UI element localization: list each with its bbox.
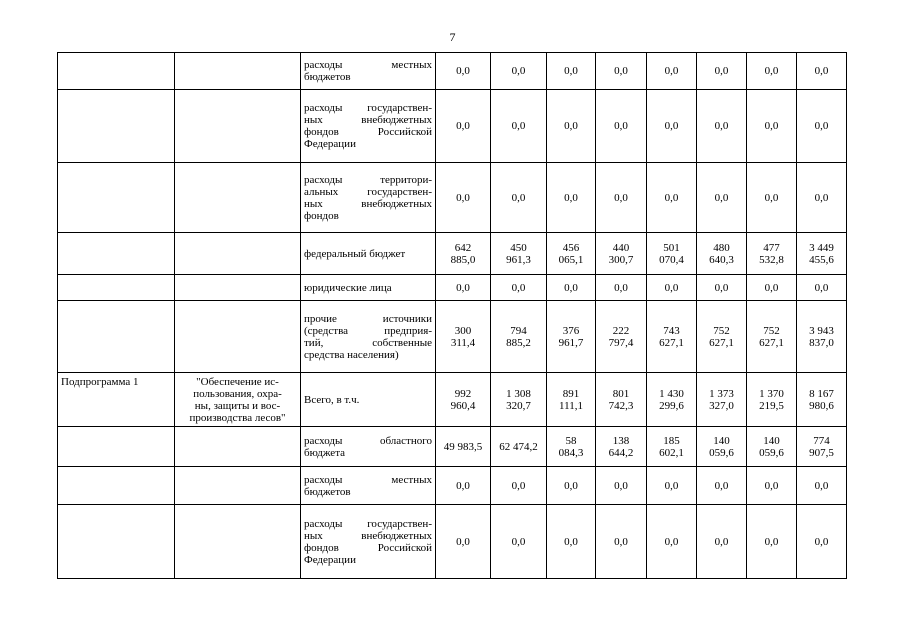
value-cell: 0,0 (747, 53, 797, 90)
program-cell (58, 467, 175, 505)
value-cell: 0,0 (596, 505, 647, 579)
value-cell: 0,0 (436, 505, 491, 579)
value-cell: 0,0 (491, 467, 547, 505)
value-cell: 1 308 320,7 (491, 373, 547, 427)
value-cell: 0,0 (596, 163, 647, 233)
value-cell: 0,0 (491, 163, 547, 233)
funding-source-cell: юридические лица (301, 275, 436, 301)
table-row (58, 163, 847, 233)
value-cell: 140 059,6 (747, 427, 797, 467)
value-cell: 501 070,4 (647, 233, 697, 275)
program-description-cell (175, 505, 301, 579)
value-cell: 140 059,6 (697, 427, 747, 467)
value-cell: 0,0 (647, 163, 697, 233)
value-cell: 0,0 (697, 505, 747, 579)
value-cell: 794 885,2 (491, 301, 547, 373)
value-cell: 0,0 (797, 505, 847, 579)
value-cell: 3 943 837,0 (797, 301, 847, 373)
page-number: 7 (449, 30, 456, 44)
value-cell: 440 300,7 (596, 233, 647, 275)
funding-source-cell: расходы территори- альных государствен- ных внебюджетных фондов (301, 163, 436, 233)
program-cell (58, 53, 175, 90)
program-description-cell (175, 427, 301, 467)
value-cell: 0,0 (596, 275, 647, 301)
value-cell: 0,0 (797, 90, 847, 163)
value-cell: 801 742,3 (596, 373, 647, 427)
program-cell (58, 233, 175, 275)
value-cell: 0,0 (797, 467, 847, 505)
program-description-cell (175, 90, 301, 163)
table-row (58, 275, 847, 301)
value-cell: 0,0 (596, 53, 647, 90)
value-cell: 58 084,3 (547, 427, 596, 467)
value-cell: 450 961,3 (491, 233, 547, 275)
program-cell (58, 90, 175, 163)
table-row (58, 505, 847, 579)
value-cell: 0,0 (596, 90, 647, 163)
value-cell: 3 449 455,6 (797, 233, 847, 275)
value-cell: 0,0 (747, 275, 797, 301)
table-row (58, 233, 847, 275)
program-description-cell: "Обеспечение ис- пользования, охра- ны, защиты и вос- производства лесов" (175, 373, 301, 427)
value-cell: 0,0 (747, 90, 797, 163)
value-cell: 0,0 (547, 163, 596, 233)
program-description-cell (175, 233, 301, 275)
value-cell: 752 627,1 (747, 301, 797, 373)
value-cell: 0,0 (547, 275, 596, 301)
program-cell (58, 301, 175, 373)
value-cell: 0,0 (647, 53, 697, 90)
value-cell: 0,0 (436, 275, 491, 301)
value-cell: 0,0 (491, 275, 547, 301)
value-cell: 743 627,1 (647, 301, 697, 373)
value-cell: 0,0 (647, 90, 697, 163)
value-cell: 0,0 (596, 467, 647, 505)
value-cell: 0,0 (547, 505, 596, 579)
table-row (58, 467, 847, 505)
value-cell: 0,0 (697, 163, 747, 233)
table-body (58, 53, 847, 579)
value-cell: 300 311,4 (436, 301, 491, 373)
value-cell: 774 907,5 (797, 427, 847, 467)
value-cell: 752 627,1 (697, 301, 747, 373)
value-cell: 8 167 980,6 (797, 373, 847, 427)
value-cell: 0,0 (491, 53, 547, 90)
value-cell: 0,0 (547, 53, 596, 90)
value-cell: 0,0 (747, 163, 797, 233)
value-cell: 0,0 (747, 505, 797, 579)
program-cell (58, 505, 175, 579)
value-cell: 0,0 (491, 505, 547, 579)
value-cell: 0,0 (747, 467, 797, 505)
value-cell: 0,0 (797, 275, 847, 301)
value-cell: 376 961,7 (547, 301, 596, 373)
funding-source-cell: расходы местных бюджетов (301, 53, 436, 90)
value-cell: 138 644,2 (596, 427, 647, 467)
value-cell: 642 885,0 (436, 233, 491, 275)
value-cell: 0,0 (436, 467, 491, 505)
value-cell: 0,0 (547, 467, 596, 505)
value-cell: 477 532,8 (747, 233, 797, 275)
table-row (58, 90, 847, 163)
program-cell (58, 427, 175, 467)
value-cell: 0,0 (436, 163, 491, 233)
value-cell: 0,0 (797, 163, 847, 233)
funding-source-cell: прочие источники (средства предприя- тий, собственные средства населения) (301, 301, 436, 373)
program-cell (58, 275, 175, 301)
value-cell: 0,0 (491, 90, 547, 163)
value-cell: 0,0 (647, 467, 697, 505)
value-cell: 185 602,1 (647, 427, 697, 467)
table-row (58, 373, 847, 427)
value-cell: 891 111,1 (547, 373, 596, 427)
value-cell: 222 797,4 (596, 301, 647, 373)
value-cell: 0,0 (647, 275, 697, 301)
value-cell: 0,0 (697, 90, 747, 163)
value-cell: 480 640,3 (697, 233, 747, 275)
value-cell: 0,0 (697, 467, 747, 505)
table-row (58, 53, 847, 90)
funding-source-cell: расходы государствен- ных внебюджетных фондов Российской Федерации (301, 90, 436, 163)
value-cell: 49 983,5 (436, 427, 491, 467)
funding-table (57, 52, 847, 579)
program-description-cell (175, 163, 301, 233)
value-cell: 0,0 (547, 90, 596, 163)
table-row (58, 301, 847, 373)
program-description-cell (175, 53, 301, 90)
program-description-cell (175, 275, 301, 301)
funding-source-cell: Всего, в т.ч. (301, 373, 436, 427)
value-cell: 0,0 (797, 53, 847, 90)
value-cell: 456 065,1 (547, 233, 596, 275)
funding-source-cell: расходы местных бюджетов (301, 467, 436, 505)
funding-source-cell: расходы областного бюджета (301, 427, 436, 467)
value-cell: 1 430 299,6 (647, 373, 697, 427)
funding-source-cell: расходы государствен- ных внебюджетных фондов Российской Федерации (301, 505, 436, 579)
program-description-cell (175, 301, 301, 373)
value-cell: 0,0 (647, 505, 697, 579)
value-cell: 1 370 219,5 (747, 373, 797, 427)
program-cell: Подпрограмма 1 (58, 373, 175, 427)
value-cell: 992 960,4 (436, 373, 491, 427)
value-cell: 62 474,2 (491, 427, 547, 467)
value-cell: 0,0 (697, 275, 747, 301)
program-cell (58, 163, 175, 233)
table-row (58, 427, 847, 467)
value-cell: 0,0 (697, 53, 747, 90)
value-cell: 1 373 327,0 (697, 373, 747, 427)
value-cell: 0,0 (436, 53, 491, 90)
program-description-cell (175, 467, 301, 505)
funding-source-cell: федеральный бюджет (301, 233, 436, 275)
value-cell: 0,0 (436, 90, 491, 163)
